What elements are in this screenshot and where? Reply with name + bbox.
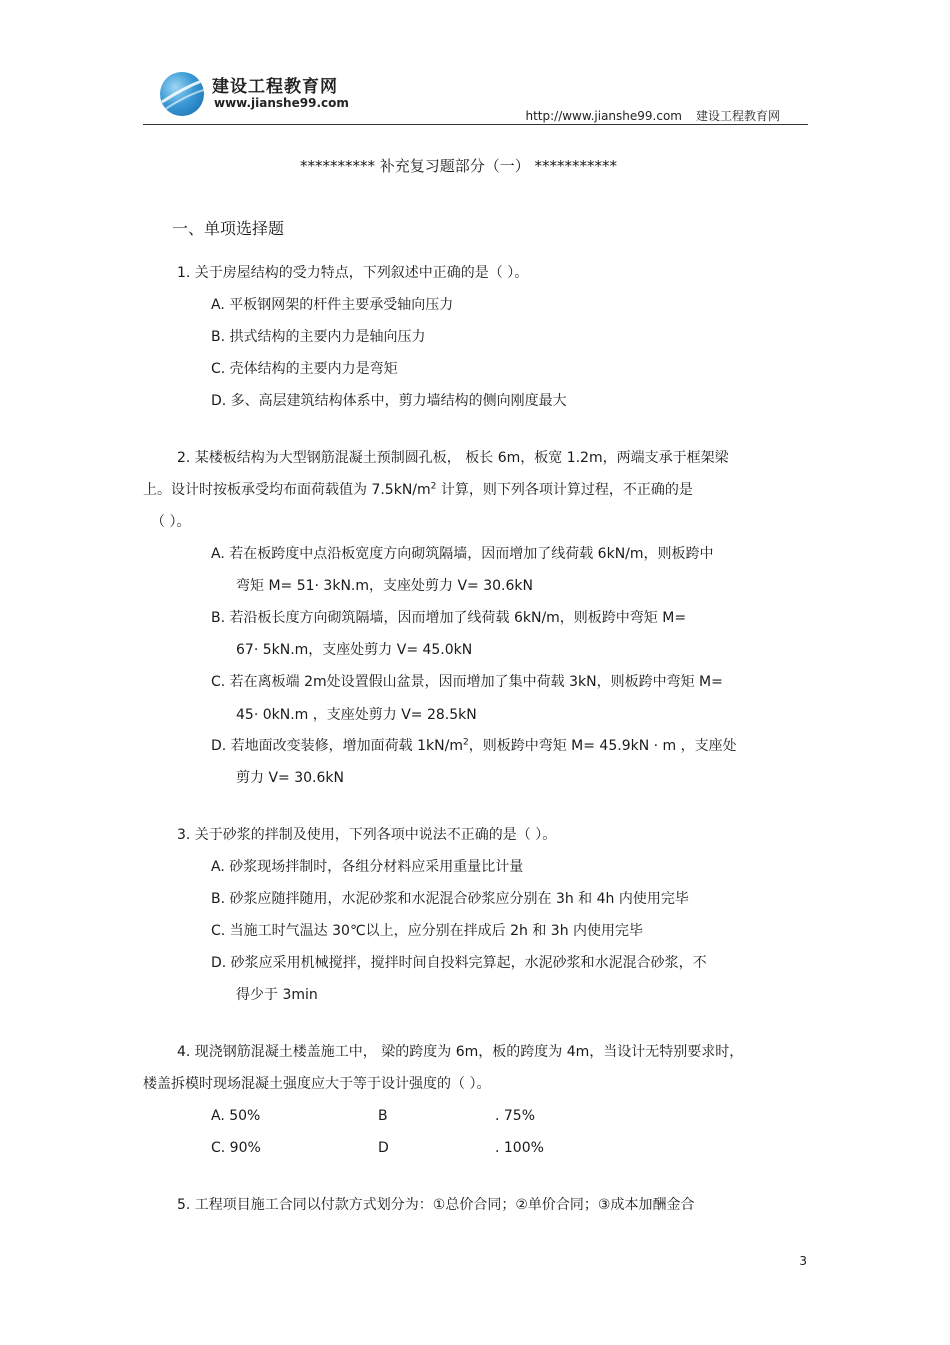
text-line [143,480,693,500]
text-line [211,953,707,973]
text-line [211,921,643,941]
text-line-content: 弯矩 M= 51· 3kN.m，支座处剪力 V= 30.6kN [236,578,533,594]
text-line-content: 5. 工程项目施工合同以付款方式划分为：①总价合同；②单价合同；③成本加酬金合 [177,1197,695,1213]
text-line-content: D. 若地面改变装修，增加面荷载 1kN/m [211,738,463,754]
header-site-url[interactable]: http://www.jianshe99.com [525,109,682,123]
text-line [236,985,318,1005]
text-line [495,1106,535,1126]
text-line-content: 2. 某楼板结构为大型钢筋混凝土预制圆孔板， 板长 6m，板宽 1.2m，两端支承于框架梁 [177,450,729,466]
text-line [177,825,556,845]
site-logo[interactable] [160,68,350,118]
text-line [378,1106,388,1126]
text-line [211,889,689,909]
text-line-content: B. 砂浆应随拌随用，水泥砂浆和水泥混合砂浆应分别在 3h 和 4h 内使用完毕 [211,891,689,907]
text-line-content: . 100% [495,1140,544,1156]
text-line [236,640,472,660]
text-line-content: 得少于 3min [236,987,318,1003]
text-line-content: . 75% [495,1108,536,1124]
text-line [151,512,190,532]
text-line [378,1138,389,1158]
text-line-continuation: 计算，则下列各项计算过程，不正确的是 [436,482,693,498]
text-line-continuation: ，则板跨中弯矩 M= 45.9kN · m ，支座处 [468,738,737,754]
text-line [236,705,477,725]
text-line-content: C. 90% [211,1140,261,1156]
superscript: 2 [462,737,469,748]
text-line [211,736,737,756]
superscript: 2 [430,481,437,492]
text-line [211,295,453,315]
text-line-content: 67· 5kN.m，支座处剪力 V= 45.0kN [236,642,473,658]
text-line-content: 3. 关于砂浆的拌制及使用，下列各项中说法不正确的是（ ）。 [177,827,557,843]
text-line [211,544,714,564]
text-line-content: （ ）。 [151,514,191,530]
text-line-content: 上。设计时按板承受均布面荷载值为 7.5kN/m [143,482,431,498]
text-line [211,391,567,411]
text-line [143,1074,490,1094]
document-title: ********** 补充复习题部分（一） *********** [300,157,618,175]
text-line-content: A. 50% [211,1108,261,1124]
text-line [211,672,723,692]
globe-logo-icon [160,72,204,116]
text-line-content: 1. 关于房屋结构的受力特点，下列叙述中正确的是（ ）。 [177,265,529,281]
text-line-content: 45· 0kN.m ，支座处剪力 V= 28.5kN [236,707,477,723]
text-line-content: B. 拱式结构的主要内力是轴向压力 [211,329,426,345]
text-line [236,768,344,788]
section-heading: 一、单项选择题 [172,219,285,238]
text-line [211,857,523,877]
text-line-content: 楼盖拆模时现场混凝土强度应大于等于设计强度的（ ）。 [143,1076,491,1092]
logo-url: www.jianshe99.com [214,96,349,110]
text-line [211,1106,260,1126]
text-line-content: D [378,1140,389,1156]
text-line [495,1138,544,1158]
text-line-content: C. 当施工时气温达 30℃以上，应分别在拌成后 2h 和 3h 内使用完毕 [211,923,644,939]
text-line-content: A. 砂浆现场拌制时，各组分材料应采用重量比计量 [211,859,524,875]
text-line [211,359,398,379]
text-line-content: C. 壳体结构的主要内力是弯矩 [211,361,398,377]
header-divider [143,124,808,125]
text-line [177,1195,694,1215]
text-line [177,448,729,468]
text-line-content: A. 若在板跨度中点沿板宽度方向砌筑隔墙，因而增加了线荷载 6kN/m，则板跨中 [211,546,714,562]
text-line [177,263,528,283]
header-site-name: 建设工程教育网 [695,109,780,123]
text-line-content: D. 多、高层建筑结构体系中，剪力墙结构的侧向刚度最大 [211,393,567,409]
text-line-content: B [378,1108,388,1124]
text-line-content: B. 若沿板长度方向砌筑隔墙，因而增加了线荷载 6kN/m，则板跨中弯矩 M= [211,610,687,626]
page-number: 3 [799,1254,807,1268]
text-line-content: 4. 现浇钢筋混凝土楼盖施工中， 梁的跨度为 6m，板的跨度为 4m，当设计无特别要求时， [177,1044,744,1060]
text-line-content: 剪力 V= 30.6kN [236,770,344,786]
text-line [236,576,533,596]
header-site-info [525,107,780,124]
text-line [177,1042,743,1062]
logo-name: 建设工程教育网 [212,77,338,97]
text-line-content: A. 平板钢网架的杆件主要承受轴向压力 [211,297,454,313]
text-line-content: D. 砂浆应采用机械搅拌，搅拌时间自投料完算起，水泥砂浆和水泥混合砂浆，不 [211,955,707,971]
text-line [211,327,426,347]
text-line [211,608,686,628]
text-line [211,1138,261,1158]
text-line-content: C. 若在离板端 2m处设置假山盆景，因而增加了集中荷载 3kN，则板跨中弯矩 M= [211,674,723,690]
